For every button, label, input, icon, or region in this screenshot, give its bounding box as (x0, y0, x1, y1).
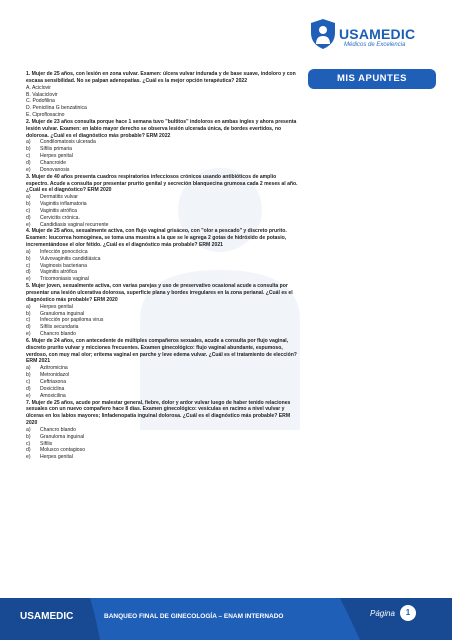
option-letter: b) (26, 255, 31, 262)
option-text: E. Ciprofloxacino (26, 112, 65, 119)
option-text: Tricomoniasis vaginal (40, 276, 89, 283)
footer-brand: USAMEDIC (20, 611, 74, 622)
answer-option (26, 160, 298, 167)
answer-option (26, 167, 298, 174)
answer-option (26, 201, 298, 208)
answer-option (26, 269, 298, 276)
option-letter: e) (26, 331, 31, 338)
option-text: Vaginitis atrófica (40, 207, 77, 214)
option-letter: d) (26, 385, 31, 392)
option-letter: d) (26, 159, 31, 166)
option-letter: e) (26, 276, 31, 283)
option-text: Sífilis (40, 440, 53, 447)
answer-option (26, 139, 298, 146)
option-text: Condilomatosis ulcerada (40, 139, 96, 146)
question-stem: 6. Mujer de 24 años, con antecedente de múltiples compañeros sexuales, acude a consulta por flujo vaginal, discreto prurito vulvar y micciones frecuentes. Examen ginecológico: flujo vaginal abundante, espumoso, verdoso, con muy mal olor; eritema vaginal en parche y leve edema vulvar. ¿Cuál es el tratamiento de elección? ERM 2021 (26, 337, 297, 365)
answer-option (26, 386, 298, 393)
question-item (26, 400, 298, 462)
option-text: Herpes genital (40, 303, 73, 310)
answer-option (26, 153, 298, 160)
option-text: Ceftriaxona (40, 378, 67, 385)
option-letter: d) (26, 324, 31, 331)
question-stem: 2. Mujer de 23 años consulta porque hace 1 semana tuvo "bultitos" indoloros en ambas ingles y ahora presenta lesión vulvar. Examen: en labio mayor derecho se observa lesión ulcerada única, de bordes evertidos, no dolorosa. ¿Cuál es el diagnóstico más probable? ERM 2022 (26, 118, 297, 139)
answer-option (26, 85, 298, 92)
option-text: Azitromicina (40, 365, 68, 372)
option-letter: a) (26, 139, 31, 146)
option-letter: a) (26, 194, 31, 201)
option-letter: c) (26, 262, 31, 269)
answer-option (26, 317, 298, 324)
option-letter: b) (26, 310, 31, 317)
answer-option (26, 276, 298, 283)
question-stem: 7. Mujer de 25 años, acude por malestar general, fiebre, dolor y ardor vulvar luego de haber tenido relaciones sexuales con un nuevo compañero hace 8 días. Examen ginecológico: vesículas en racimo a nivel vulvar y úlceras en los labios mayores; linfadenopatía inguinal dolorosa. ¿Cuál es el diagnóstico más probable? ERM 2020 (26, 399, 291, 427)
answer-option (26, 256, 298, 263)
page-number: 1 (400, 605, 416, 621)
footer-title: BANQUEO FINAL DE GINECOLOGÍA – ENAM INTERNADO (104, 613, 284, 620)
option-text: Chancroide (40, 159, 67, 166)
option-text: Sífilis primaria (40, 146, 72, 153)
question-item (26, 338, 298, 400)
section-badge: MIS APUNTES (308, 69, 436, 89)
answer-option (26, 311, 298, 318)
option-text: C. Podofilina (26, 98, 55, 105)
option-text: A. Aciclovir (26, 84, 51, 91)
option-text: Dermatitis vulvar (40, 194, 78, 201)
option-text: Vaginitis atrófica (40, 269, 77, 276)
answer-option (26, 447, 298, 454)
option-text: B. Valaciclovir (26, 91, 58, 98)
option-text: Granuloma inguinal (40, 433, 85, 440)
question-item (26, 228, 298, 283)
option-letter: e) (26, 221, 31, 228)
answer-option (26, 454, 298, 461)
answer-option (26, 434, 298, 441)
answer-option (26, 441, 298, 448)
option-letter: b) (26, 201, 31, 208)
option-letter: c) (26, 207, 31, 214)
option-text: Sífilis secundaria (40, 324, 79, 331)
question-list (26, 71, 298, 461)
option-text: Cervicitis crónica. (40, 214, 80, 221)
option-text: D. Penicilina G benzatinica (26, 105, 87, 112)
answer-option (26, 208, 298, 215)
question-stem: 4. Mujer de 25 años, sexualmente activa, con flujo vaginal grisáceo, con "olor a pescado" y discreto prurito. Examen: leucorrea homogénea, se toma una muestra a la que se le agrega 2 gotas de hidróxido de potasio, incrementándose el olor fétido. ¿Cuál es el diagnóstico más probable? ERM 2021 (26, 228, 287, 249)
brand-name: USAMEDIC (339, 26, 416, 42)
option-text: Doxiciclina (40, 385, 65, 392)
option-text: Metronidazol (40, 372, 70, 379)
option-letter: c) (26, 378, 31, 385)
option-letter: a) (26, 248, 31, 255)
option-letter: b) (26, 372, 31, 379)
answer-option (26, 379, 298, 386)
option-letter: c) (26, 440, 31, 447)
option-letter: d) (26, 447, 31, 454)
brand-tagline: Médicos de Excelencia (344, 42, 406, 48)
answer-option (26, 194, 298, 201)
option-text: Herpes genital (40, 454, 73, 461)
option-letter: c) (26, 317, 31, 324)
answer-option (26, 249, 298, 256)
option-text: Chancro blando (40, 331, 76, 338)
option-letter: d) (26, 214, 31, 221)
answer-option (26, 331, 298, 338)
answer-option (26, 92, 298, 99)
answer-option (26, 222, 298, 229)
option-letter: a) (26, 303, 31, 310)
answer-option (26, 427, 298, 434)
question-item (26, 71, 298, 119)
answer-option (26, 372, 298, 379)
option-letter: b) (26, 146, 31, 153)
option-text: Donovanosis (40, 166, 70, 173)
answer-option (26, 146, 298, 153)
question-item (26, 283, 298, 338)
option-text: Infección gonocócica (40, 248, 88, 255)
option-text: Molusco contagioso (40, 447, 86, 454)
option-text: Granuloma inguinal (40, 310, 85, 317)
option-letter: a) (26, 365, 31, 372)
answer-option (26, 215, 298, 222)
option-letter: d) (26, 269, 31, 276)
option-text: Vaginitis inflamatoria (40, 201, 87, 208)
answer-option (26, 324, 298, 331)
option-text: Vulvovaginitis candidiásica (40, 255, 101, 262)
option-text: Vaginosis bacteriana (40, 262, 87, 269)
option-text: Candidiasis vaginal recurrente (40, 221, 109, 228)
brand-logo (306, 18, 436, 64)
option-letter: e) (26, 454, 31, 461)
question-stem: 1. Mujer de 25 años, con lesión en zona vulvar. Examen: úlcera vulvar indurada y de base suave, indoloro y con escasa sensibilidad. No se palpan adenopatías. ¿Cuál es la mejor opción terapéutica? 2022 (26, 71, 296, 84)
option-text: Herpes genital (40, 153, 73, 160)
answer-option (26, 393, 298, 400)
question-stem: 5. Mujer joven, sexualmente activa, con varias parejas y uso de preservativo ocasional acude a consulta por presentar una lesión ulcerativa dolorosa, superficie plana y bordes irregulares en la zona perianal. ¿Cuál es el diagnóstico más probable? ERM 2020 (26, 283, 293, 303)
answer-option (26, 263, 298, 270)
option-letter: a) (26, 426, 31, 433)
option-letter: c) (26, 153, 31, 160)
option-text: Amoxicilina (40, 392, 66, 399)
answer-option (26, 304, 298, 311)
question-item (26, 119, 298, 174)
answer-option (26, 105, 298, 112)
option-letter: b) (26, 433, 31, 440)
option-letter: e) (26, 392, 31, 399)
answer-option (26, 365, 298, 372)
page-label: Página (370, 609, 395, 618)
answer-option (26, 112, 298, 119)
option-letter: e) (26, 166, 31, 173)
question-item (26, 174, 298, 229)
question-stem: 3. Mujer de 40 años presenta cuadros respiratorios infecciosos crónicos usando antibióticos de amplio espectro. Acude a consulta por presentar prurito genital y secreción blanquecina grumosa cada 2 meses al año. ¿Cuál es el diagnóstico? ERM 2020 (26, 173, 298, 194)
answer-option (26, 98, 298, 105)
option-text: Chancro blando (40, 426, 76, 433)
shield-logo-icon (310, 18, 336, 50)
option-text: Infección por papiloma virus (40, 317, 104, 324)
